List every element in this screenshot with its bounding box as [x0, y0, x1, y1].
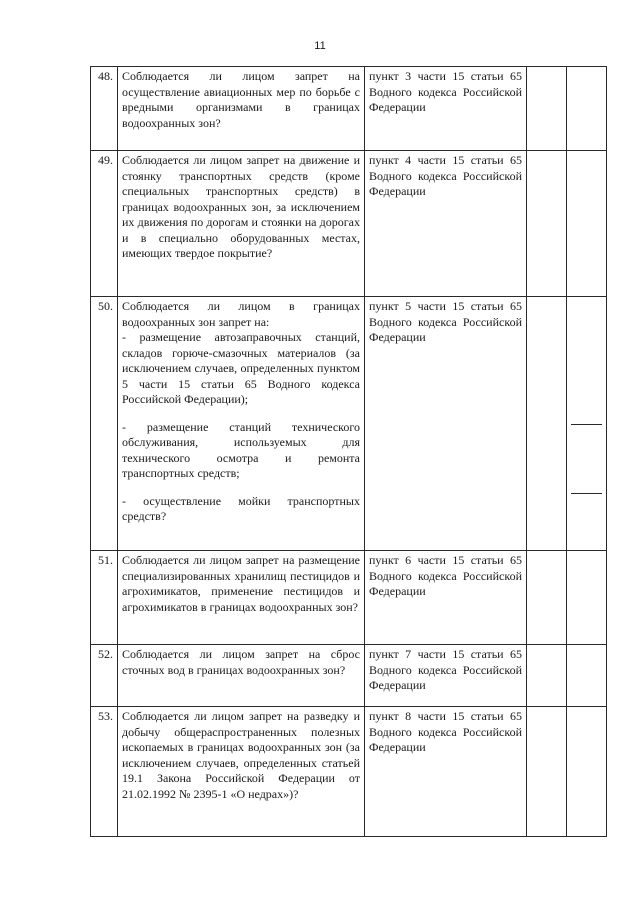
- legal-reference: пункт 5 части 15 статьи 65 Водного кодекса Российской Федерации: [365, 297, 527, 551]
- table-row: [91, 551, 607, 645]
- question-cell: [118, 67, 365, 151]
- question-cell: [118, 645, 365, 707]
- row-number: 49.: [91, 151, 118, 297]
- question-text: Соблюдается ли лицом запрет на разведку и добычу общераспространенных полезных ископаемых в границах водоохранных зон (за исключением случаев, определенных статьей 19.1 Закона Российской Федерации от 21.02.1992 № 2395-1 «О недрах»)?: [122, 709, 360, 801]
- answer-cell-yes[interactable]: [527, 67, 567, 151]
- page-number: 11: [314, 40, 326, 52]
- row-number: 53.: [91, 707, 118, 837]
- answer-subcell[interactable]: [571, 425, 602, 494]
- legal-reference: пункт 4 части 15 статьи 65 Водного кодекса Российской Федерации: [365, 151, 527, 297]
- legal-reference: пункт 7 части 15 статьи 65 Водного кодекса Российской Федерации: [365, 645, 527, 707]
- row-number: 48.: [91, 67, 118, 151]
- row-number: 51.: [91, 551, 118, 645]
- table-row: [91, 151, 607, 297]
- question-text: Соблюдается ли лицом в границах водоохранных зон запрет на:: [122, 299, 360, 329]
- row-number: 50.: [91, 297, 118, 551]
- table-row: [91, 67, 607, 151]
- answer-cell-yes[interactable]: [527, 551, 567, 645]
- question-cell: [118, 151, 365, 297]
- answer-subcell[interactable]: [571, 299, 602, 425]
- question-text: Соблюдается ли лицом запрет на сброс сточных вод в границах водоохранных зон?: [122, 647, 360, 677]
- answer-cell-yes[interactable]: [527, 645, 567, 707]
- table-row: [91, 297, 607, 551]
- answer-cell-no[interactable]: [567, 67, 607, 151]
- answer-cell-no[interactable]: [567, 707, 607, 837]
- table-row: [91, 645, 607, 707]
- question-subitem: - размещение станций технического обслуживания, используемых для технического осмотра и ремонта транспортных средств;: [122, 419, 360, 480]
- question-subitem: - осуществление мойки транспортных средств?: [122, 493, 360, 523]
- question-subitem: - размещение автозаправочных станций, складов горюче-смазочных материалов (за исключением случаев, определенных пунктом 5 части 15 статьи 65 Водного кодекса Российской Федерации);: [122, 330, 360, 406]
- row-number: 52.: [91, 645, 118, 707]
- legal-reference: пункт 6 части 15 статьи 65 Водного кодекса Российской Федерации: [365, 551, 527, 645]
- answer-cell-no[interactable]: [567, 297, 607, 551]
- table-row: [91, 707, 607, 837]
- answer-cell-yes[interactable]: [527, 297, 567, 551]
- question-text: Соблюдается ли лицом запрет на движение и стоянку транспортных средств (кроме специальных транспортных средств) в границах водоохранных зон, за исключением их движения по дорогам и стоянки на дорогах и в специально оборудованных местах, имеющих твердое покрытие?: [122, 153, 360, 260]
- question-cell: [118, 551, 365, 645]
- checklist-table: [90, 66, 607, 837]
- scan-artifact-line: [0, 866, 640, 869]
- answer-cell-no[interactable]: [567, 645, 607, 707]
- legal-reference: пункт 3 части 15 статьи 65 Водного кодекса Российской Федерации: [365, 67, 527, 151]
- answer-cell-yes[interactable]: [527, 707, 567, 837]
- question-cell: [118, 297, 365, 551]
- question-cell: [118, 707, 365, 837]
- legal-reference: пункт 8 части 15 статьи 65 Водного кодекса Российской Федерации: [365, 707, 527, 837]
- answer-cell-no[interactable]: [567, 151, 607, 297]
- question-text: Соблюдается ли лицом запрет на размещение специализированных хранилищ пестицидов и агрохимикатов, применение пестицидов и агрохимикатов в границах водоохранных зон?: [122, 553, 360, 614]
- answer-cell-yes[interactable]: [527, 151, 567, 297]
- answer-cell-no[interactable]: [567, 551, 607, 645]
- question-text: Соблюдается ли лицом запрет на осуществление авиационных мер по борьбе с вредными организмами в границах водоохранных зон?: [122, 69, 360, 130]
